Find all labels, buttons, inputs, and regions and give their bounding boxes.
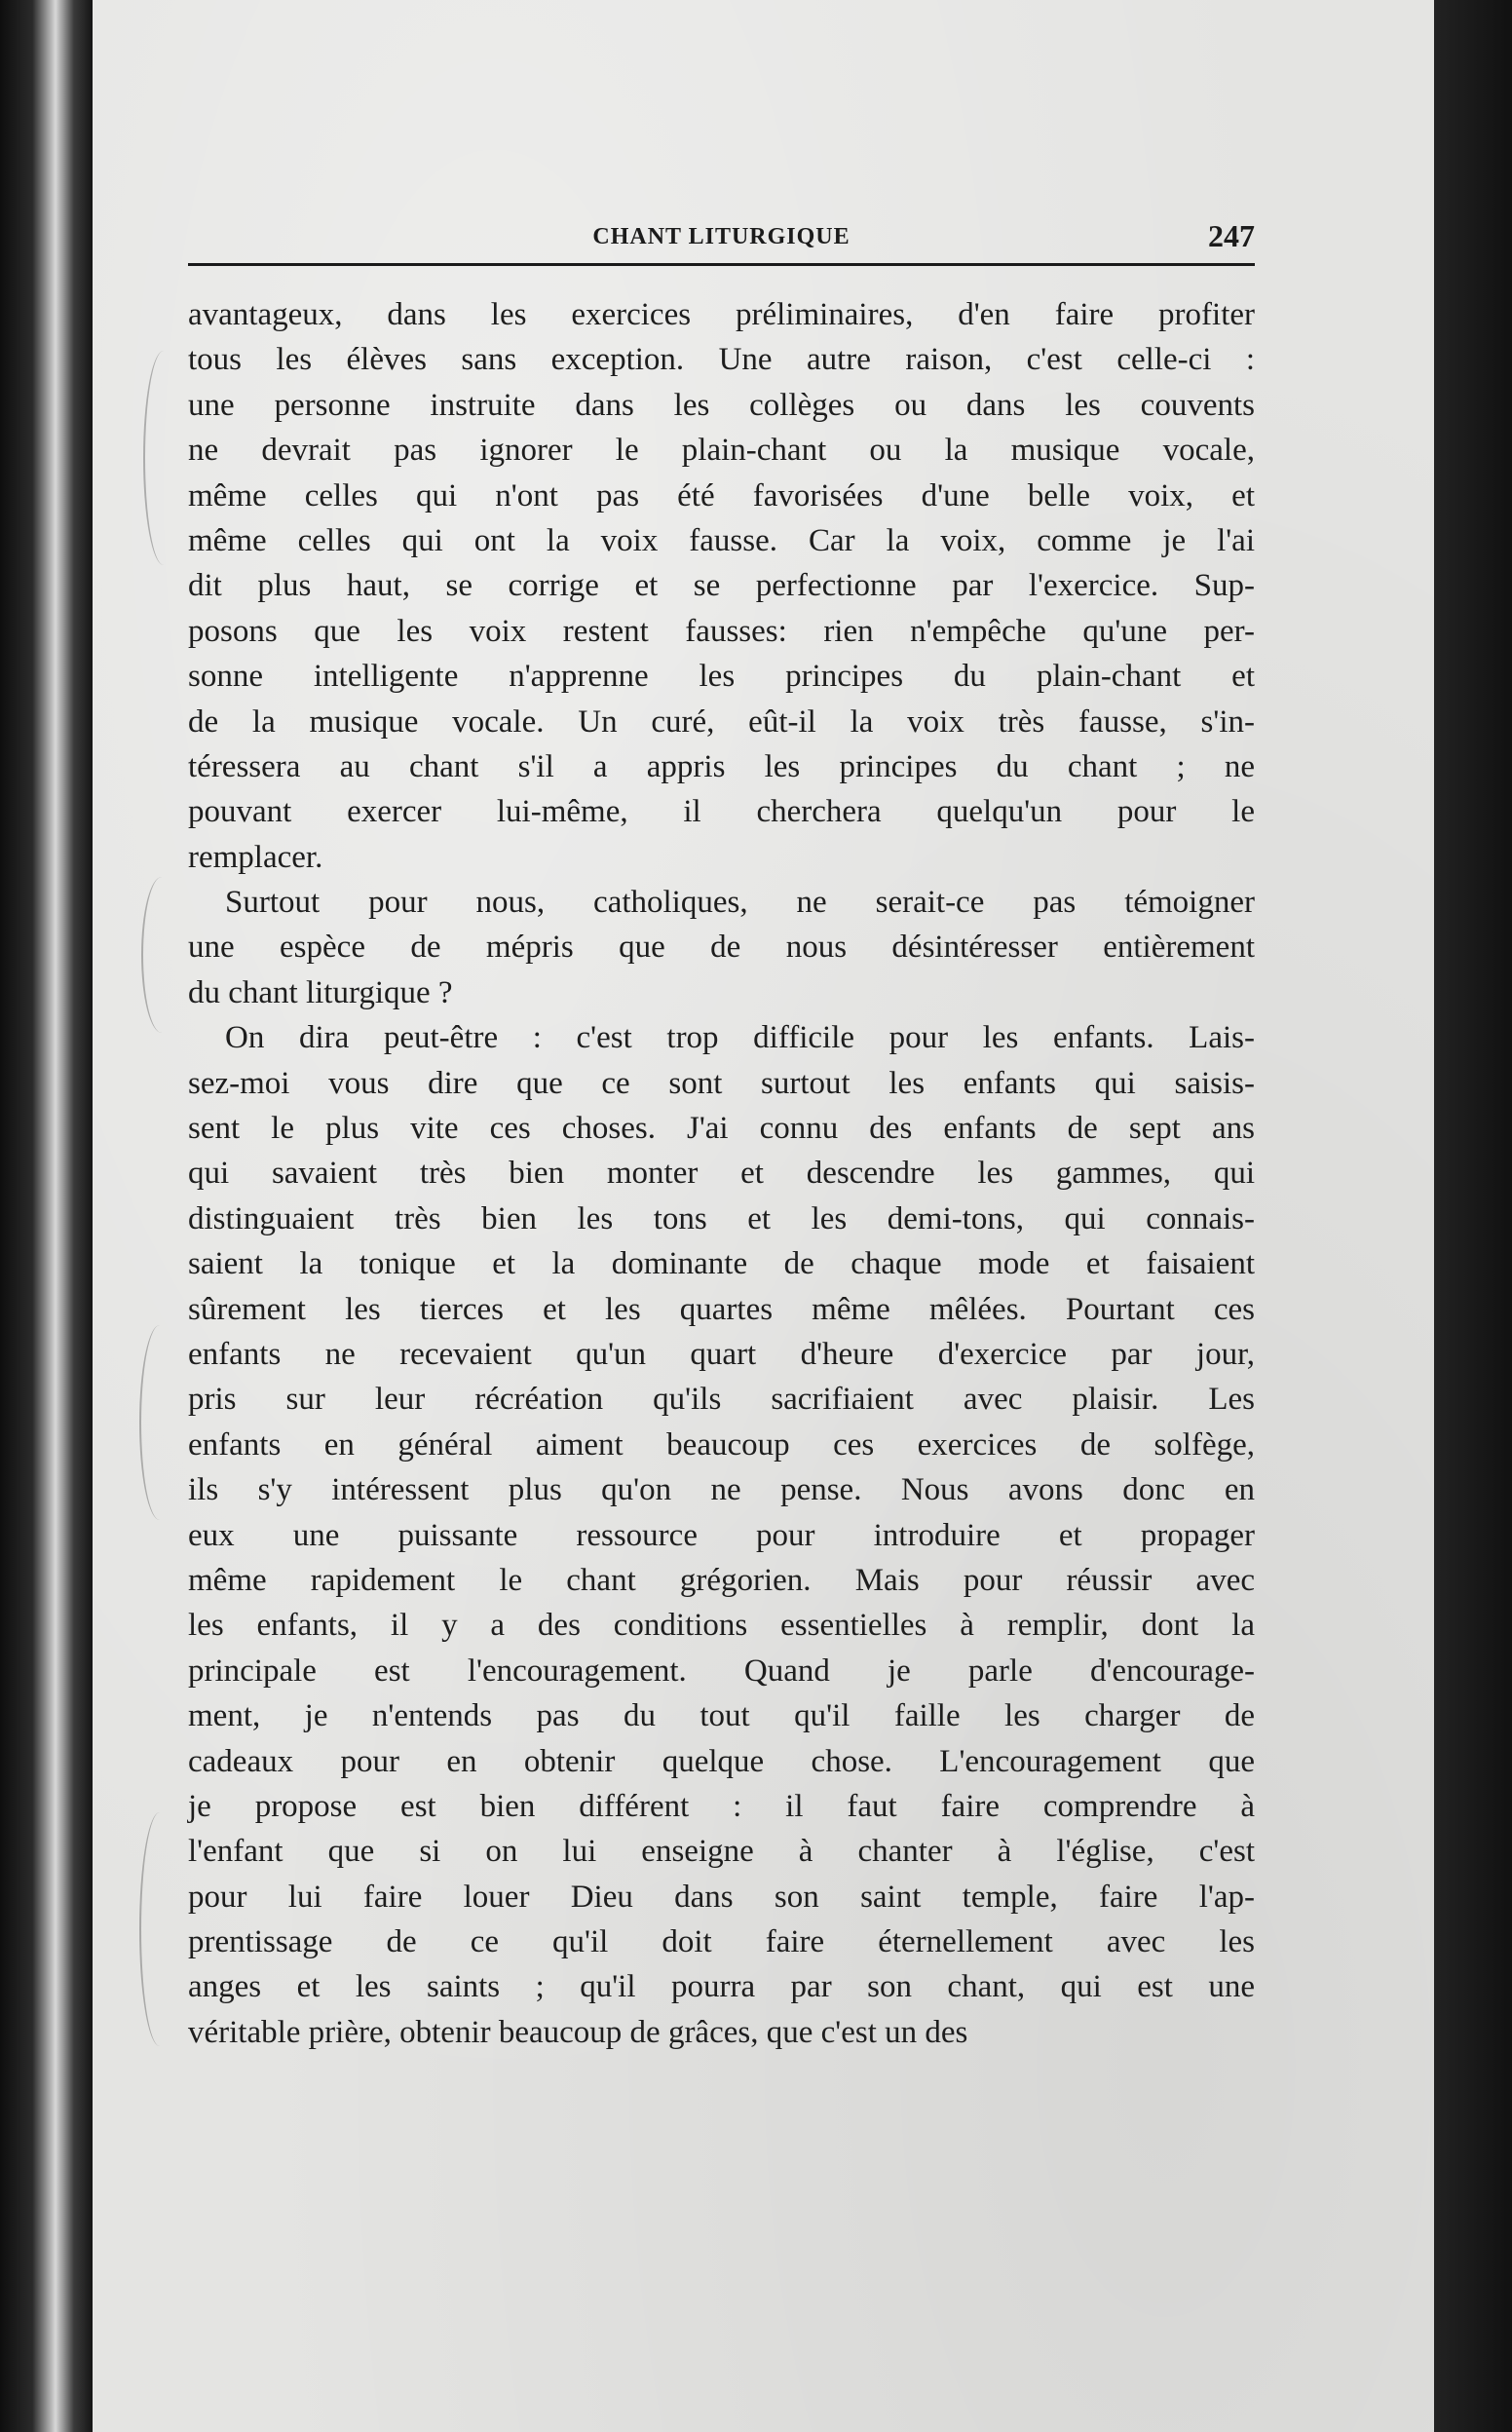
text-line: même rapidement le chant grégorien. Mais pour réussir avec (188, 1562, 1255, 1598)
text-line: principale est l'encouragement. Quand je parle d'encourage- (188, 1653, 1255, 1689)
text-line: avantageux, dans les exercices préliminaires, d'en faire profiter (188, 297, 1255, 332)
text-line: je propose est bien différent : il faut faire comprendre à (188, 1788, 1255, 1824)
text-line: cadeaux pour en obtenir quelque chose. L'encouragement que (188, 1743, 1255, 1779)
body-text (188, 292, 1255, 2055)
text-line: eux une puissante ressource pour introduire et propager (188, 1517, 1255, 1553)
pencil-mark (139, 1812, 180, 2046)
adjacent-page-edge (0, 0, 93, 2432)
text-line: tous les élèves sans exception. Une autre raison, c'est celle-ci : (188, 342, 1255, 378)
scan-right-border (1434, 0, 1512, 2432)
text-line: prentissage de ce qu'il doit faire éternellement avec les (188, 1924, 1255, 1960)
text-line: On dira peut-être : c'est trop difficile pour les enfants. Lais- (225, 1020, 1255, 1056)
text-line: dit plus haut, se corrige et se perfectionne par l'exercice. Sup- (188, 568, 1255, 604)
pencil-mark (143, 351, 184, 565)
book-page (93, 0, 1434, 2432)
text-line: du chant liturgique ? (188, 974, 453, 1010)
text-line: les enfants, il y a des conditions essentielles à remplir, dont la (188, 1608, 1255, 1644)
paragraph (188, 292, 1255, 880)
page-header (188, 220, 1255, 266)
pencil-mark (141, 877, 182, 1033)
text-line: de la musique vocale. Un curé, eût-il la voix très fausse, s'in- (188, 703, 1255, 740)
text-line: Surtout pour nous, catholiques, ne serait-ce pas témoigner (225, 885, 1255, 921)
text-line: pris sur leur récréation qu'ils sacrifiaient avec plaisir. Les (188, 1382, 1255, 1418)
paragraph (188, 880, 1255, 1015)
text-line: posons que les voix restent fausses: rien n'empêche qu'une per- (188, 613, 1255, 649)
page-number: 247 (1208, 218, 1255, 253)
text-line: ne devrait pas ignorer le plain-chant ou la musique vocale, (188, 433, 1255, 469)
text-line: sûrement les tierces et les quartes même mêlées. Pourtant ces (188, 1291, 1255, 1327)
text-line: pour lui faire louer Dieu dans son saint temple, faire l'ap- (188, 1879, 1255, 1915)
text-line: remplacer. (188, 839, 323, 875)
running-head: CHANT LITURGIQUE (592, 224, 850, 249)
text-line: même celles qui ont la voix fausse. Car la voix, comme je l'ai (188, 522, 1255, 558)
text-line: ils s'y intéressent plus qu'on ne pense. Nous avons donc en (188, 1472, 1255, 1508)
text-line: qui savaient très bien monter et descendre les gammes, qui (188, 1156, 1255, 1192)
text-line: distinguaient très bien les tons et les demi-tons, qui connais- (188, 1200, 1255, 1236)
text-line: sent le plus vite ces choses. J'ai connu des enfants de sept ans (188, 1111, 1255, 1147)
text-line: même celles qui n'ont pas été favorisées d'une belle voix, et (188, 477, 1255, 513)
text-line: enfants ne recevaient qu'un quart d'heure d'exercice par jour, (188, 1336, 1255, 1372)
text-line: véritable prière, obtenir beaucoup de grâces, que c'est un des (188, 2014, 968, 2050)
pencil-mark (139, 1325, 180, 1520)
text-line: enfants en général aiment beaucoup ces exercices de solfège, (188, 1426, 1255, 1463)
text-line: sez-moi vous dire que ce sont surtout les enfants qui saisis- (188, 1065, 1255, 1101)
text-line: une personne instruite dans les collèges ou dans les couvents (188, 387, 1255, 423)
text-line: l'enfant que si on lui enseigne à chanter à l'église, c'est (188, 1834, 1255, 1870)
text-line: une espèce de mépris que de nous désintéresser entièrement (188, 930, 1255, 966)
text-line: ment, je n'entends pas du tout qu'il faille les charger de (188, 1698, 1255, 1734)
paragraph (188, 1015, 1255, 2055)
text-line: anges et les saints ; qu'il pourra par son chant, qui est une (188, 1969, 1255, 2005)
text-line: saient la tonique et la dominante de chaque mode et faisaient (188, 1246, 1255, 1282)
text-line: sonne intelligente n'apprenne les principes du plain-chant et (188, 659, 1255, 695)
text-line: téressera au chant s'il a appris les principes du chant ; ne (188, 748, 1255, 784)
text-line: pouvant exercer lui-même, il cherchera quelqu'un pour le (188, 794, 1255, 830)
